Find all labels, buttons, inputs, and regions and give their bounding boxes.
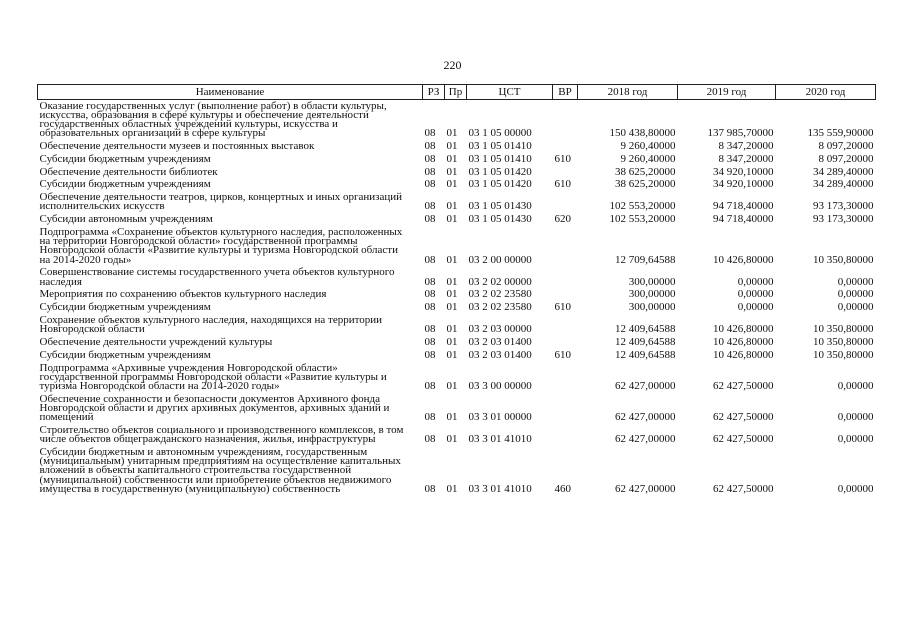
cell-vr: 610 bbox=[554, 178, 571, 191]
cell-cst: 03 1 05 01410 bbox=[468, 152, 532, 165]
cell-cst: 03 2 02 23580 bbox=[468, 288, 532, 301]
table-row bbox=[38, 100, 876, 141]
cell-pr: 01 bbox=[446, 482, 458, 495]
cell-vr bbox=[553, 424, 578, 446]
cell-rz: 08 bbox=[424, 482, 436, 495]
cell-2020: 135 559,90000 bbox=[807, 127, 874, 140]
cell-cst: 03 2 03 01400 bbox=[468, 335, 532, 348]
cell-cst: 03 1 05 01430 bbox=[468, 200, 532, 213]
cell-name: Субсидии бюджетным учреждениям bbox=[39, 178, 211, 191]
cell-cst: 03 2 02 00000 bbox=[468, 275, 532, 288]
cell-2018: 62 427,00000 bbox=[615, 379, 676, 392]
cell-2019: 94 718,40000 bbox=[713, 200, 774, 213]
cell-name: Субсидии бюджетным учреждениям bbox=[39, 152, 211, 165]
cell-name: Субсидии бюджетным и автономным учреждениям, государственным (муниципальным) унитарным предприятиям на осуществление капитальных вложений в объекты капитального строительства государственной (муниципальной) собственности или приобретение объектов недвижимого имущества в государственную (муниципальную) собственность bbox=[39, 445, 401, 495]
cell-cst: 03 2 03 01400 bbox=[468, 348, 532, 361]
cell-2020: 0,00000 bbox=[837, 433, 874, 446]
cell-2018: 300,00000 bbox=[628, 275, 676, 288]
cell-vr: 610 bbox=[554, 152, 571, 165]
cell-pr: 01 bbox=[446, 253, 458, 266]
header-pr: Пр bbox=[445, 85, 467, 100]
cell-name: Субсидии бюджетным учреждениям bbox=[39, 301, 211, 314]
cell-pr: 01 bbox=[446, 140, 458, 152]
cell-2018: 102 553,20000 bbox=[609, 213, 676, 226]
cell-cst: 03 3 00 00000 bbox=[468, 379, 532, 392]
cell-name: Совершенствование системы государственного учета объектов культурного наследия bbox=[39, 266, 395, 288]
cell-name: Субсидии автономным учреждениям bbox=[39, 213, 213, 226]
table-row bbox=[38, 289, 876, 302]
cell-pr: 01 bbox=[446, 301, 458, 314]
cell-cst: 03 2 00 00000 bbox=[468, 253, 532, 266]
cell-rz: 08 bbox=[424, 411, 436, 424]
cell-rz: 08 bbox=[424, 323, 436, 336]
cell-2019: 137 985,70000 bbox=[707, 127, 774, 140]
cell-2020: 0,00000 bbox=[837, 482, 874, 495]
cell-2020: 93 173,30000 bbox=[813, 200, 874, 213]
cell-2019: 62 427,50000 bbox=[713, 379, 774, 392]
cell-2018: 38 625,20000 bbox=[615, 165, 676, 178]
table-row bbox=[38, 424, 876, 446]
cell-2019: 34 920,10000 bbox=[713, 178, 774, 191]
cell-rz: 08 bbox=[424, 152, 436, 165]
table-row bbox=[38, 349, 876, 362]
cell-2019: 62 427,50000 bbox=[713, 411, 774, 424]
cell-2020: 10 350,80000 bbox=[813, 253, 874, 266]
cell-pr: 01 bbox=[446, 348, 458, 361]
cell-pr: 01 bbox=[446, 200, 458, 213]
cell-2019: 62 427,50000 bbox=[713, 482, 774, 495]
cell-rz: 08 bbox=[424, 288, 436, 301]
cell-cst: 03 3 01 41010 bbox=[468, 433, 532, 446]
cell-2020: 0,00000 bbox=[837, 275, 874, 288]
cell-rz: 08 bbox=[424, 348, 436, 361]
cell-vr bbox=[553, 314, 578, 336]
cell-2020: 34 289,40000 bbox=[813, 178, 874, 191]
cell-name: Обеспечение деятельности музеев и постоянных выставок bbox=[39, 140, 315, 152]
cell-name: Субсидии бюджетным учреждениям bbox=[39, 348, 211, 361]
cell-pr: 01 bbox=[446, 379, 458, 392]
cell-pr: 01 bbox=[446, 411, 458, 424]
cell-2020: 0,00000 bbox=[837, 411, 874, 424]
cell-cst: 03 2 03 00000 bbox=[468, 323, 532, 336]
cell-2020: 34 289,40000 bbox=[813, 165, 874, 178]
cell-2018: 12 409,64588 bbox=[615, 348, 676, 361]
header-2020: 2020 год bbox=[776, 85, 876, 100]
cell-2018: 12 709,64588 bbox=[615, 253, 676, 266]
cell-2018: 62 427,00000 bbox=[615, 482, 676, 495]
header-name: Наименование bbox=[38, 85, 423, 100]
cell-pr: 01 bbox=[446, 213, 458, 226]
cell-2019: 10 426,80000 bbox=[713, 348, 774, 361]
cell-2019: 10 426,80000 bbox=[713, 335, 774, 348]
cell-rz: 08 bbox=[424, 301, 436, 314]
table-row bbox=[38, 179, 876, 192]
cell-2018: 9 260,40000 bbox=[620, 152, 676, 165]
cell-2018: 62 427,00000 bbox=[615, 411, 676, 424]
cell-2020: 93 173,30000 bbox=[813, 213, 874, 226]
cell-cst: 03 1 05 01420 bbox=[468, 165, 532, 178]
cell-vr: 460 bbox=[554, 482, 571, 495]
cell-2019: 0,00000 bbox=[737, 301, 774, 314]
cell-name: Обеспечение сохранности и безопасности документов Архивного фонда Новгородской области и других архивных документов, архивных зданий и помещений bbox=[39, 392, 390, 424]
table-row bbox=[38, 302, 876, 315]
cell-name: Оказание государственных услуг (выполнение работ) в области культуры, искусства, образования в сфере культуры и обеспечение деятельности государственных областных учреждений культуры, искусства и образовательных организаций в сфере культуры bbox=[39, 99, 387, 140]
cell-2019: 10 426,80000 bbox=[713, 253, 774, 266]
budget-table bbox=[37, 84, 876, 496]
header-2019: 2019 год bbox=[678, 85, 776, 100]
cell-2019: 34 920,10000 bbox=[713, 165, 774, 178]
cell-cst: 03 1 05 01430 bbox=[468, 213, 532, 226]
cell-name: Подпрограмма «Архивные учреждения Новгородской области» государственной программы Новгородской области «Развитие культуры и туризма Новгородской области на 2014-2020 годы» bbox=[39, 361, 387, 392]
cell-pr: 01 bbox=[446, 323, 458, 336]
cell-pr: 01 bbox=[446, 178, 458, 191]
cell-2018: 300,00000 bbox=[628, 301, 676, 314]
cell-vr bbox=[553, 140, 578, 153]
cell-2019: 8 347,20000 bbox=[718, 152, 774, 165]
header-2018: 2018 год bbox=[578, 85, 678, 100]
cell-rz: 08 bbox=[424, 140, 436, 152]
cell-2020: 10 350,80000 bbox=[813, 323, 874, 336]
table-row bbox=[38, 314, 876, 336]
cell-cst: 03 2 02 23580 bbox=[468, 301, 532, 314]
cell-2019: 62 427,50000 bbox=[713, 433, 774, 446]
cell-vr: 610 bbox=[554, 301, 571, 314]
cell-2018: 102 553,20000 bbox=[609, 200, 676, 213]
table-row bbox=[38, 362, 876, 393]
cell-cst: 03 1 05 01420 bbox=[468, 178, 532, 191]
cell-pr: 01 bbox=[446, 433, 458, 446]
table-row bbox=[38, 192, 876, 214]
cell-2018: 150 438,80000 bbox=[609, 127, 676, 140]
cell-2018: 12 409,64588 bbox=[615, 335, 676, 348]
table-row bbox=[38, 267, 876, 289]
cell-rz: 08 bbox=[424, 200, 436, 213]
cell-vr bbox=[553, 226, 578, 266]
cell-rz: 08 bbox=[424, 335, 436, 348]
cell-pr: 01 bbox=[446, 288, 458, 301]
cell-vr bbox=[553, 267, 578, 289]
table-row bbox=[38, 140, 876, 153]
cell-vr bbox=[553, 192, 578, 214]
cell-2020: 8 097,20000 bbox=[818, 152, 874, 165]
cell-vr bbox=[553, 393, 578, 424]
cell-vr bbox=[553, 336, 578, 349]
cell-name: Обеспечение деятельности учреждений культуры bbox=[39, 335, 273, 348]
header-rz: РЗ bbox=[423, 85, 445, 100]
cell-name: Обеспечение деятельности театров, цирков, концертных и иных организаций исполнительских искусств bbox=[39, 191, 403, 213]
table-row bbox=[38, 214, 876, 227]
cell-2020: 0,00000 bbox=[837, 288, 874, 301]
cell-2020: 8 097,20000 bbox=[818, 140, 874, 152]
cell-vr: 610 bbox=[554, 348, 571, 361]
cell-2018: 62 427,00000 bbox=[615, 433, 676, 446]
cell-rz: 08 bbox=[424, 275, 436, 288]
cell-2020: 0,00000 bbox=[837, 379, 874, 392]
cell-vr bbox=[553, 166, 578, 179]
cell-2018: 12 409,64588 bbox=[615, 323, 676, 336]
table-row bbox=[38, 226, 876, 266]
cell-pr: 01 bbox=[446, 275, 458, 288]
header-vr: ВР bbox=[553, 85, 578, 100]
table-body bbox=[38, 100, 876, 497]
cell-2018: 38 625,20000 bbox=[615, 178, 676, 191]
cell-rz: 08 bbox=[424, 165, 436, 178]
cell-name: Сохранение объектов культурного наследия, находящихся на территории Новгородской области bbox=[39, 313, 383, 336]
cell-pr: 01 bbox=[446, 127, 458, 140]
cell-2019: 8 347,20000 bbox=[718, 140, 774, 152]
cell-2019: 10 426,80000 bbox=[713, 323, 774, 336]
cell-cst: 03 3 01 00000 bbox=[468, 411, 532, 424]
cell-vr bbox=[553, 100, 578, 141]
cell-rz: 08 bbox=[424, 379, 436, 392]
cell-rz: 08 bbox=[424, 253, 436, 266]
cell-2019: 94 718,40000 bbox=[713, 213, 774, 226]
cell-2018: 9 260,40000 bbox=[620, 140, 676, 152]
cell-2018: 300,00000 bbox=[628, 288, 676, 301]
cell-rz: 08 bbox=[424, 433, 436, 446]
cell-name: Мероприятия по сохранению объектов культурного наследия bbox=[39, 288, 327, 301]
page-number: 220 bbox=[443, 58, 462, 72]
cell-rz: 08 bbox=[424, 178, 436, 191]
cell-name: Подпрограмма «Сохранение объектов культурного наследия, расположенных на территории Новгородской области» государственной программы Новгородской области «Развитие культуры и туризма Новгородской области на 2014-2020 годы» bbox=[39, 225, 403, 266]
cell-pr: 01 bbox=[446, 335, 458, 348]
table-row bbox=[38, 166, 876, 179]
cell-2020: 0,00000 bbox=[837, 301, 874, 314]
table-row bbox=[38, 336, 876, 349]
cell-pr: 01 bbox=[446, 165, 458, 178]
table-row bbox=[38, 446, 876, 496]
cell-pr: 01 bbox=[446, 152, 458, 165]
cell-name: Строительство объектов социального и производственного комплексов, в том числе объектов общегражданского назначения, жилья, инфраструктуры bbox=[39, 423, 404, 446]
cell-2020: 10 350,80000 bbox=[813, 348, 874, 361]
cell-cst: 03 3 01 41010 bbox=[468, 482, 532, 495]
cell-vr bbox=[553, 362, 578, 393]
cell-rz: 08 bbox=[424, 213, 436, 226]
cell-2019: 0,00000 bbox=[737, 275, 774, 288]
table-row bbox=[38, 153, 876, 166]
cell-vr: 620 bbox=[554, 213, 571, 226]
cell-name: Обеспечение деятельности библиотек bbox=[39, 165, 218, 178]
table-row bbox=[38, 393, 876, 424]
cell-cst: 03 1 05 01410 bbox=[468, 140, 532, 152]
cell-cst: 03 1 05 00000 bbox=[468, 127, 532, 140]
table-header-row bbox=[38, 85, 876, 100]
cell-vr bbox=[553, 289, 578, 302]
cell-rz: 08 bbox=[424, 127, 436, 140]
cell-2019: 0,00000 bbox=[737, 288, 774, 301]
header-cst: ЦСТ bbox=[467, 85, 553, 100]
cell-2020: 10 350,80000 bbox=[813, 335, 874, 348]
